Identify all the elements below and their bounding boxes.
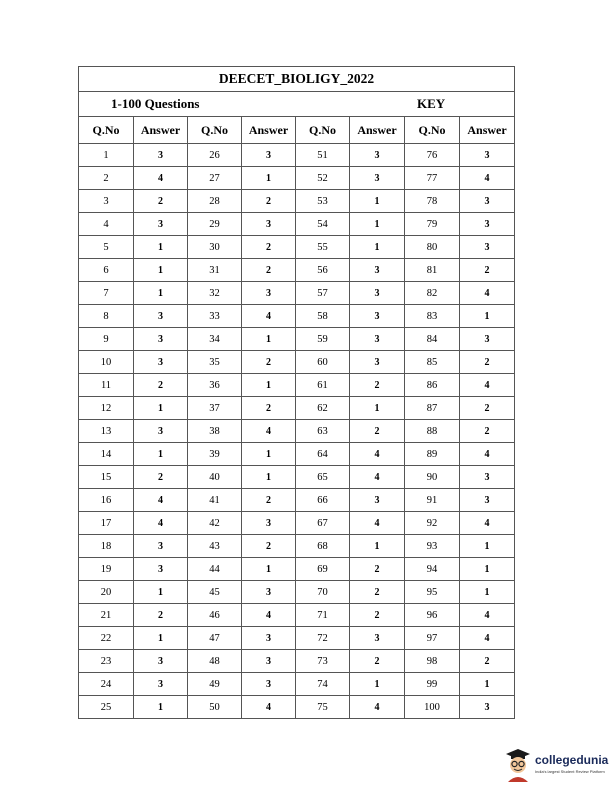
question-number-cell: 42 <box>188 512 242 535</box>
question-number-cell: 32 <box>188 282 242 305</box>
answer-cell: 4 <box>350 466 405 489</box>
answer-cell: 2 <box>460 351 515 374</box>
answer-cell: 1 <box>460 581 515 604</box>
question-number-cell: 14 <box>79 443 134 466</box>
answer-cell: 2 <box>350 581 405 604</box>
questions-range-label: 1-100 Questions <box>111 96 200 111</box>
question-number-cell: 29 <box>188 213 242 236</box>
table-row <box>79 236 515 259</box>
question-number-cell: 73 <box>296 650 350 673</box>
question-number-cell: 58 <box>296 305 350 328</box>
answer-cell: 4 <box>134 167 188 190</box>
question-number-cell: 74 <box>296 673 350 696</box>
answer-cell: 1 <box>242 558 296 581</box>
question-number-cell: 9 <box>79 328 134 351</box>
question-number-cell: 33 <box>188 305 242 328</box>
question-number-cell: 53 <box>296 190 350 213</box>
answer-cell: 4 <box>460 604 515 627</box>
question-number-cell: 36 <box>188 374 242 397</box>
answer-cell: 3 <box>460 144 515 167</box>
answer-rows <box>79 144 515 719</box>
answer-cell: 4 <box>460 167 515 190</box>
answer-cell: 2 <box>350 420 405 443</box>
question-number-cell: 25 <box>79 696 134 719</box>
question-number-cell: 62 <box>296 397 350 420</box>
question-number-cell: 77 <box>405 167 460 190</box>
question-number-cell: 4 <box>79 213 134 236</box>
table-row <box>79 696 515 719</box>
question-number-cell: 52 <box>296 167 350 190</box>
answer-cell: 3 <box>134 673 188 696</box>
question-number-cell: 49 <box>188 673 242 696</box>
question-number-cell: 72 <box>296 627 350 650</box>
answer-column-header: Answer <box>242 117 296 144</box>
answer-cell: 3 <box>460 190 515 213</box>
question-number-cell: 87 <box>405 397 460 420</box>
question-number-cell: 98 <box>405 650 460 673</box>
table-row <box>79 420 515 443</box>
answer-cell: 2 <box>460 420 515 443</box>
question-number-cell: 97 <box>405 627 460 650</box>
answer-key-sheet <box>78 66 514 719</box>
table-row <box>79 397 515 420</box>
question-number-cell: 5 <box>79 236 134 259</box>
answer-cell: 4 <box>134 489 188 512</box>
answer-cell: 2 <box>134 190 188 213</box>
answer-cell: 1 <box>242 167 296 190</box>
question-number-cell: 28 <box>188 190 242 213</box>
question-number-cell: 78 <box>405 190 460 213</box>
answer-cell: 3 <box>242 673 296 696</box>
answer-cell: 1 <box>350 397 405 420</box>
answer-cell: 1 <box>350 673 405 696</box>
answer-cell: 1 <box>134 282 188 305</box>
question-number-cell: 69 <box>296 558 350 581</box>
answer-cell: 1 <box>242 443 296 466</box>
answer-cell: 1 <box>350 190 405 213</box>
question-number-cell: 63 <box>296 420 350 443</box>
table-row <box>79 305 515 328</box>
question-number-cell: 15 <box>79 466 134 489</box>
answer-cell: 1 <box>460 305 515 328</box>
table-row <box>79 328 515 351</box>
question-number-cell: 17 <box>79 512 134 535</box>
answer-cell: 2 <box>242 489 296 512</box>
answer-cell: 3 <box>242 213 296 236</box>
question-number-cell: 83 <box>405 305 460 328</box>
answer-cell: 3 <box>350 627 405 650</box>
question-number-cell: 39 <box>188 443 242 466</box>
answer-cell: 2 <box>350 650 405 673</box>
answer-cell: 3 <box>134 213 188 236</box>
question-number-cell: 90 <box>405 466 460 489</box>
answer-cell: 1 <box>134 581 188 604</box>
question-number-cell: 7 <box>79 282 134 305</box>
answer-cell: 2 <box>134 604 188 627</box>
question-number-cell: 23 <box>79 650 134 673</box>
question-number-cell: 85 <box>405 351 460 374</box>
question-number-cell: 91 <box>405 489 460 512</box>
question-number-cell: 16 <box>79 489 134 512</box>
question-number-cell: 26 <box>188 144 242 167</box>
answer-cell: 3 <box>460 489 515 512</box>
graduate-mascot-icon <box>505 748 531 782</box>
answer-cell: 1 <box>460 535 515 558</box>
answer-cell: 1 <box>134 696 188 719</box>
answer-cell: 4 <box>242 305 296 328</box>
answer-cell: 3 <box>134 144 188 167</box>
answer-cell: 1 <box>134 443 188 466</box>
table-row <box>79 282 515 305</box>
qno-column-header: Q.No <box>296 117 350 144</box>
question-number-cell: 56 <box>296 259 350 282</box>
question-number-cell: 99 <box>405 673 460 696</box>
table-row <box>79 443 515 466</box>
logo-tagline: India's largest Student Review Platform <box>535 769 605 774</box>
answer-cell: 2 <box>350 604 405 627</box>
answer-cell: 1 <box>460 673 515 696</box>
answer-cell: 2 <box>242 535 296 558</box>
answer-cell: 3 <box>460 236 515 259</box>
answer-cell: 3 <box>460 213 515 236</box>
question-number-cell: 11 <box>79 374 134 397</box>
question-number-cell: 51 <box>296 144 350 167</box>
answer-cell: 1 <box>350 213 405 236</box>
answer-cell: 2 <box>350 558 405 581</box>
question-number-cell: 68 <box>296 535 350 558</box>
question-number-cell: 47 <box>188 627 242 650</box>
question-number-cell: 79 <box>405 213 460 236</box>
question-number-cell: 1 <box>79 144 134 167</box>
answer-cell: 3 <box>350 489 405 512</box>
question-number-cell: 43 <box>188 535 242 558</box>
answer-cell: 1 <box>242 466 296 489</box>
answer-cell: 4 <box>460 512 515 535</box>
answer-cell: 2 <box>242 236 296 259</box>
answer-cell: 3 <box>460 696 515 719</box>
table-row <box>79 144 515 167</box>
answer-cell: 2 <box>460 259 515 282</box>
answer-cell: 3 <box>242 581 296 604</box>
table-row <box>79 259 515 282</box>
question-number-cell: 94 <box>405 558 460 581</box>
question-number-cell: 50 <box>188 696 242 719</box>
page-title: DEECET_BIOLIGY_2022 <box>79 67 515 92</box>
answer-cell: 3 <box>350 351 405 374</box>
question-number-cell: 18 <box>79 535 134 558</box>
question-number-cell: 70 <box>296 581 350 604</box>
subtitle-row <box>79 92 515 117</box>
question-number-cell: 100 <box>405 696 460 719</box>
answer-column-header: Answer <box>350 117 405 144</box>
answer-cell: 3 <box>350 144 405 167</box>
answer-cell: 3 <box>350 305 405 328</box>
answer-key-table <box>78 66 515 719</box>
table-row <box>79 374 515 397</box>
question-number-cell: 31 <box>188 259 242 282</box>
answer-cell: 4 <box>242 604 296 627</box>
qno-column-header: Q.No <box>188 117 242 144</box>
question-number-cell: 40 <box>188 466 242 489</box>
answer-cell: 1 <box>134 627 188 650</box>
question-number-cell: 41 <box>188 489 242 512</box>
answer-cell: 3 <box>134 535 188 558</box>
answer-cell: 3 <box>242 512 296 535</box>
question-number-cell: 66 <box>296 489 350 512</box>
question-number-cell: 20 <box>79 581 134 604</box>
question-number-cell: 96 <box>405 604 460 627</box>
answer-cell: 3 <box>460 466 515 489</box>
answer-cell: 2 <box>350 374 405 397</box>
answer-cell: 4 <box>460 627 515 650</box>
table-row <box>79 167 515 190</box>
question-number-cell: 55 <box>296 236 350 259</box>
answer-cell: 4 <box>460 374 515 397</box>
answer-cell: 2 <box>242 190 296 213</box>
answer-cell: 1 <box>350 236 405 259</box>
answer-cell: 1 <box>350 535 405 558</box>
question-number-cell: 81 <box>405 259 460 282</box>
question-number-cell: 61 <box>296 374 350 397</box>
answer-cell: 1 <box>134 397 188 420</box>
question-number-cell: 59 <box>296 328 350 351</box>
answer-cell: 3 <box>242 144 296 167</box>
question-number-cell: 6 <box>79 259 134 282</box>
answer-cell: 1 <box>134 259 188 282</box>
answer-cell: 2 <box>460 397 515 420</box>
answer-cell: 3 <box>242 650 296 673</box>
question-number-cell: 45 <box>188 581 242 604</box>
answer-cell: 3 <box>350 167 405 190</box>
question-number-cell: 92 <box>405 512 460 535</box>
qno-column-header: Q.No <box>79 117 134 144</box>
question-number-cell: 71 <box>296 604 350 627</box>
column-header-row <box>79 117 515 144</box>
question-number-cell: 3 <box>79 190 134 213</box>
answer-cell: 4 <box>350 512 405 535</box>
answer-cell: 2 <box>242 259 296 282</box>
question-number-cell: 19 <box>79 558 134 581</box>
answer-cell: 2 <box>134 466 188 489</box>
table-row <box>79 673 515 696</box>
table-row <box>79 627 515 650</box>
table-row <box>79 351 515 374</box>
question-number-cell: 84 <box>405 328 460 351</box>
table-row <box>79 558 515 581</box>
answer-cell: 4 <box>134 512 188 535</box>
answer-cell: 3 <box>350 259 405 282</box>
answer-cell: 4 <box>460 443 515 466</box>
question-number-cell: 57 <box>296 282 350 305</box>
question-number-cell: 35 <box>188 351 242 374</box>
question-number-cell: 48 <box>188 650 242 673</box>
question-number-cell: 24 <box>79 673 134 696</box>
question-number-cell: 67 <box>296 512 350 535</box>
answer-cell: 3 <box>134 351 188 374</box>
table-row <box>79 489 515 512</box>
answer-column-header: Answer <box>134 117 188 144</box>
question-number-cell: 27 <box>188 167 242 190</box>
answer-cell: 3 <box>350 282 405 305</box>
table-row <box>79 213 515 236</box>
question-number-cell: 38 <box>188 420 242 443</box>
table-row <box>79 650 515 673</box>
answer-column-header: Answer <box>460 117 515 144</box>
question-number-cell: 86 <box>405 374 460 397</box>
table-row <box>79 190 515 213</box>
question-number-cell: 34 <box>188 328 242 351</box>
question-number-cell: 54 <box>296 213 350 236</box>
logo-brand-text: collegedunia <box>535 753 609 767</box>
question-number-cell: 76 <box>405 144 460 167</box>
answer-cell: 3 <box>134 558 188 581</box>
table-row <box>79 466 515 489</box>
question-number-cell: 37 <box>188 397 242 420</box>
answer-cell: 3 <box>134 305 188 328</box>
question-number-cell: 82 <box>405 282 460 305</box>
answer-cell: 1 <box>134 236 188 259</box>
question-number-cell: 13 <box>79 420 134 443</box>
answer-cell: 2 <box>460 650 515 673</box>
answer-cell: 4 <box>242 420 296 443</box>
table-row <box>79 581 515 604</box>
table-row <box>79 512 515 535</box>
question-number-cell: 8 <box>79 305 134 328</box>
question-number-cell: 93 <box>405 535 460 558</box>
question-number-cell: 60 <box>296 351 350 374</box>
table-row <box>79 535 515 558</box>
table-row <box>79 604 515 627</box>
question-number-cell: 12 <box>79 397 134 420</box>
question-number-cell: 75 <box>296 696 350 719</box>
answer-cell: 2 <box>134 374 188 397</box>
question-number-cell: 30 <box>188 236 242 259</box>
question-number-cell: 22 <box>79 627 134 650</box>
answer-cell: 3 <box>460 328 515 351</box>
answer-cell: 4 <box>242 696 296 719</box>
answer-cell: 4 <box>460 282 515 305</box>
answer-cell: 4 <box>350 696 405 719</box>
answer-cell: 3 <box>134 328 188 351</box>
answer-cell: 1 <box>242 374 296 397</box>
question-number-cell: 88 <box>405 420 460 443</box>
key-label: KEY <box>417 96 446 111</box>
question-number-cell: 64 <box>296 443 350 466</box>
collegedunia-logo <box>505 748 609 784</box>
answer-cell: 3 <box>134 650 188 673</box>
question-number-cell: 65 <box>296 466 350 489</box>
question-number-cell: 89 <box>405 443 460 466</box>
answer-cell: 3 <box>350 328 405 351</box>
question-number-cell: 46 <box>188 604 242 627</box>
question-number-cell: 80 <box>405 236 460 259</box>
answer-cell: 2 <box>242 351 296 374</box>
question-number-cell: 2 <box>79 167 134 190</box>
answer-cell: 4 <box>350 443 405 466</box>
answer-cell: 1 <box>460 558 515 581</box>
answer-cell: 2 <box>242 397 296 420</box>
question-number-cell: 44 <box>188 558 242 581</box>
qno-column-header: Q.No <box>405 117 460 144</box>
question-number-cell: 21 <box>79 604 134 627</box>
answer-cell: 3 <box>242 627 296 650</box>
question-number-cell: 95 <box>405 581 460 604</box>
answer-cell: 1 <box>242 328 296 351</box>
answer-cell: 3 <box>242 282 296 305</box>
question-number-cell: 10 <box>79 351 134 374</box>
answer-cell: 3 <box>134 420 188 443</box>
